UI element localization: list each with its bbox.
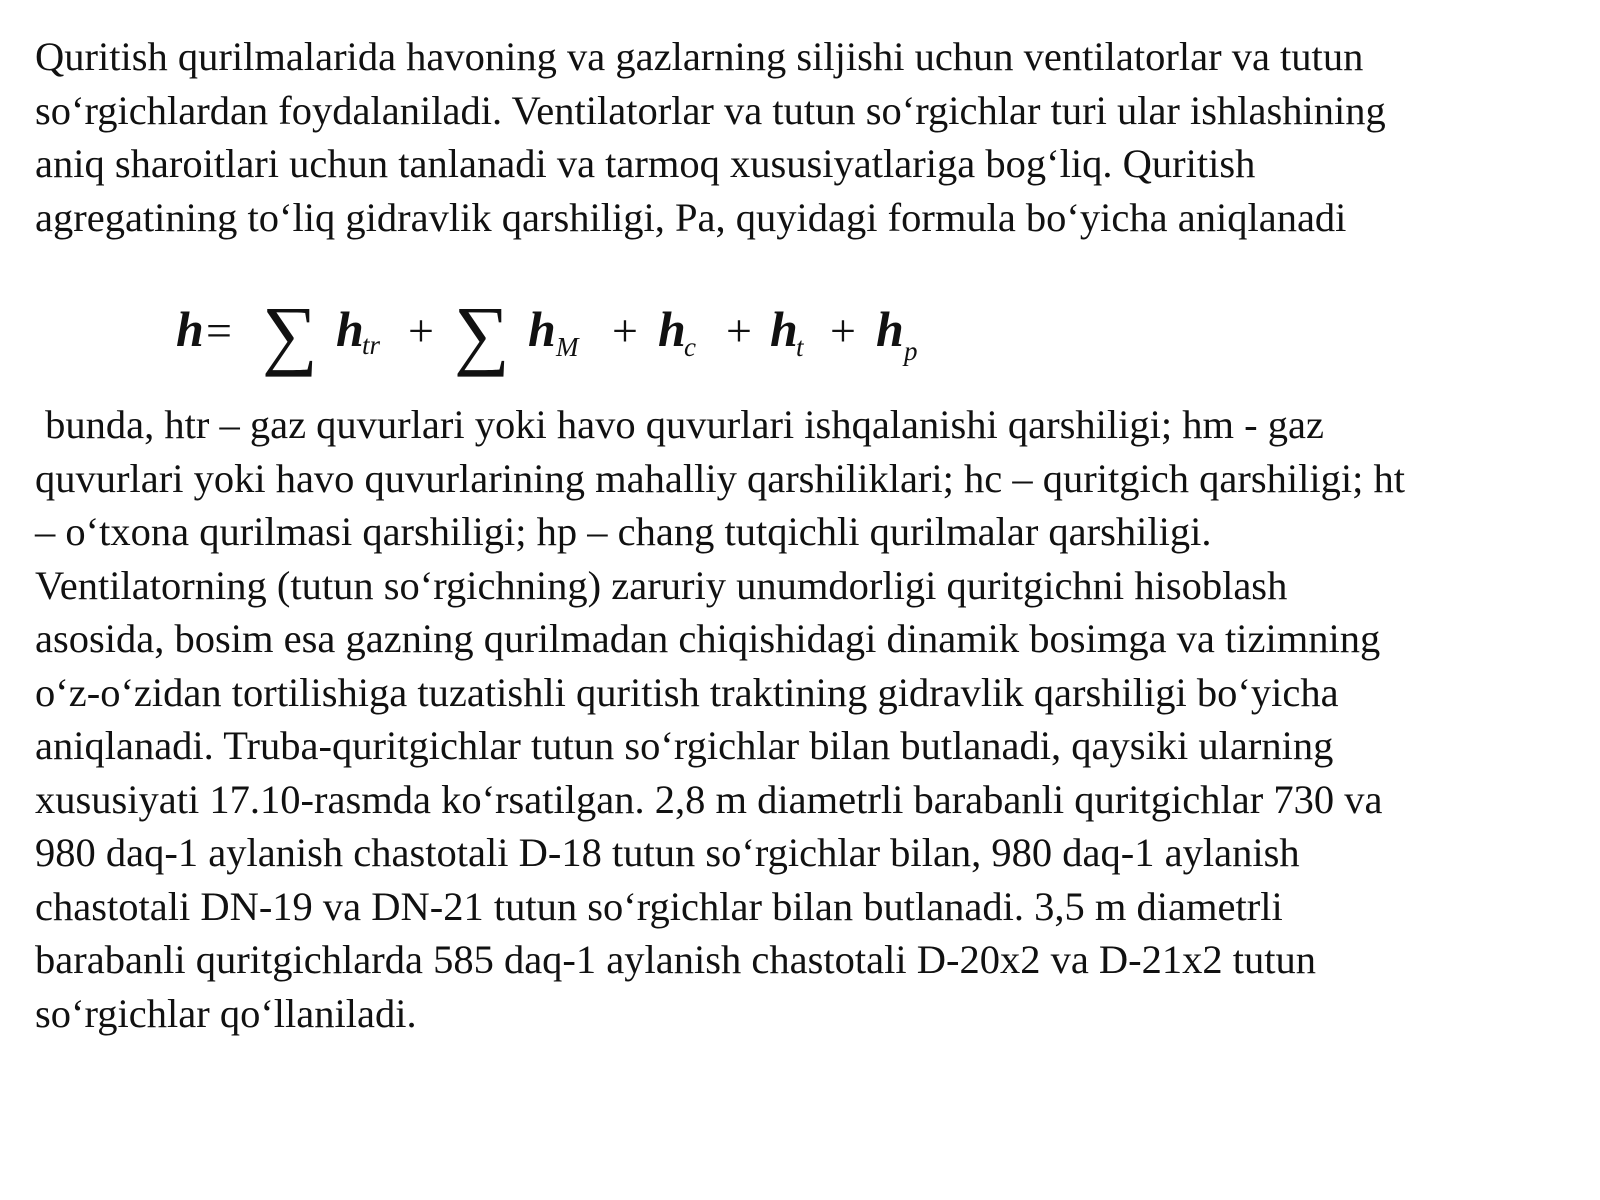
- formula-term-var: h: [658, 301, 686, 357]
- resistance-formula: [176, 288, 976, 398]
- text-line: agregatining to‘liq gidravlik qarshiligi, Pa, quyidagi formula bo‘yicha aniqlanadi: [35, 194, 1347, 240]
- formula-term-var: h: [770, 301, 798, 357]
- text-line: quvurlari yoki havo quvurlarining mahalliy qarshiliklari; hc – quritgich qarshiligi; ht: [35, 455, 1405, 501]
- text-line: aniqlanadi. Truba-quritgichlar tutun so‘rgichlar bilan butlanadi, qaysiki ularning: [35, 723, 1334, 768]
- summation-symbol: ∑: [454, 290, 510, 377]
- formula-plus: +: [830, 305, 856, 356]
- text-line: Ventilatorning (tutun so‘rgichning) zaruriy unumdorligi quritgichni hisoblash: [35, 562, 1288, 608]
- text-line: Quritish qurilmalarida havoning va gazlarning siljishi uchun ventilatorlar va tutun: [35, 34, 1364, 79]
- text-line: barabanli quritgichlarda 585 daq-1 aylanish chastotali D-20x2 va D-21x2 tutun: [35, 937, 1317, 982]
- formula-graphic: [176, 288, 976, 398]
- formula-plus: +: [408, 305, 434, 356]
- formula-term-sub: c: [684, 332, 696, 362]
- text-line: asosida, bosim esa gazning qurilmadan chiqishidagi dinamik bosimga va tizimning: [35, 616, 1381, 661]
- text-line: xususiyati 17.10-rasmda ko‘rsatilgan. 2,8 m diametrli barabanli quritgichlar 730 va: [35, 776, 1383, 822]
- text-line: aniq sharoitlari uchun tanlanadi va tarmoq xususiyatlariga bog‘liq. Quritish: [35, 141, 1256, 186]
- formula-equals: =: [206, 305, 232, 356]
- text-line: 980 daq-1 aylanish chastotali D-18 tutun so‘rgichlar bilan, 980 daq-1 aylanish: [35, 830, 1300, 875]
- formula-plus: +: [726, 305, 752, 356]
- formula-lhs: h: [176, 301, 204, 357]
- text-line: o‘z-o‘zidan tortilishiga tuzatishli quritish traktining gidravlik qarshiligi bo‘yicha: [35, 669, 1339, 715]
- formula-term-var: h: [528, 301, 556, 357]
- formula-term-var: h: [876, 301, 904, 357]
- formula-plus: +: [612, 305, 638, 356]
- summation-symbol: ∑: [262, 290, 318, 377]
- explanation-paragraph: [35, 398, 1575, 1040]
- intro-paragraph: [35, 30, 1575, 244]
- formula-term-sub: p: [904, 336, 918, 366]
- text-line: so‘rgichlardan foydalaniladi. Ventilatorlar va tutun so‘rgichlar turi ular ishlashining: [35, 87, 1386, 133]
- text-line: bunda, htr – gaz quvurlari yoki havo quvurlari ishqalanishi qarshiligi; hm - gaz: [35, 402, 1324, 447]
- formula-term-sub: M: [556, 332, 579, 362]
- text-line: chastotali DN-19 va DN-21 tutun so‘rgichlar bilan butlanadi. 3,5 m diametrli: [35, 883, 1283, 929]
- text-line: – o‘txona qurilmasi qarshiligi; hp – chang tutqichli qurilmalar qarshiligi.: [35, 509, 1212, 554]
- formula-term-sub: t: [796, 332, 804, 362]
- formula-term-var: h: [336, 301, 364, 357]
- formula-term-sub: tr: [362, 330, 381, 360]
- text-line: so‘rgichlar qo‘llaniladi.: [35, 990, 417, 1036]
